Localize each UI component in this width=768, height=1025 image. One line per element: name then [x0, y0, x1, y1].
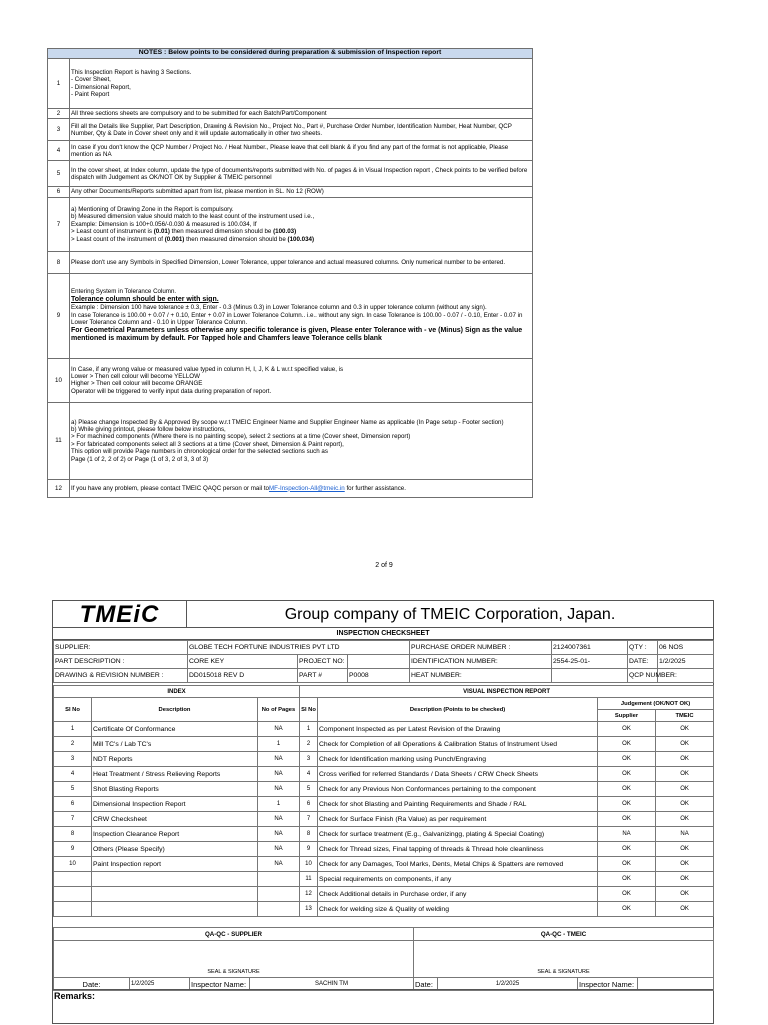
visual-description: Check for surface treatment (E.g., Galvanizingg, plating & Special Coating) [318, 827, 598, 842]
col-description: Description [92, 698, 258, 722]
visual-sl-no: 1 [300, 722, 318, 737]
index-description[interactable]: NDT Reports [92, 752, 258, 767]
notes-row-number: 6 [48, 187, 70, 197]
index-pages[interactable]: NA [258, 752, 300, 767]
index-sl-no: 1 [54, 722, 92, 737]
qty-value[interactable]: 06 NOS [658, 641, 714, 655]
index-description[interactable]: Others (Please Specify) [92, 842, 258, 857]
visual-description: Check for any Previous Non Conformances pertaining to the component [318, 782, 598, 797]
index-title: INDEX [54, 686, 300, 698]
notes-row-number: 8 [48, 251, 70, 273]
notes-row-text: a) Mentioning of Drawing Zone in the Report is compulsory. b) Measured dimension value should match to the least count of the instrument used i.e., Example: Dimension is 100+0.056/-0.030 & measured is 100.034, If > Least count of instrument is (0.01) then measured dimension should be (100.03) > Least count of the instrument of (0.001) then measured dimension should be (100.034) [70, 197, 533, 251]
inspection-row [54, 752, 714, 767]
index-description[interactable] [92, 887, 258, 902]
supplier-judgement[interactable]: OK [598, 767, 656, 782]
index-pages[interactable]: NA [258, 782, 300, 797]
date-label: DATE: [628, 655, 658, 669]
index-description[interactable]: Mill TC's / Lab TC's [92, 737, 258, 752]
qty-label: QTY : [628, 641, 658, 655]
part-number-value[interactable]: P0008 [348, 669, 410, 683]
identification-value[interactable]: 2554-25-01- [552, 655, 628, 669]
index-description[interactable] [92, 872, 258, 887]
notes-row-number: 1 [48, 59, 70, 109]
supplier-judgement[interactable]: NA [598, 827, 656, 842]
notes-row-text: a) Please change Inspected By & Approved By scope w.r.t TMEIC Engineer Name and Supplier Engineer Name as applicable (In Page setup - Footer section) b) While giving printout, please follow below instructions, > For machined components (Where there is no painting scope), select 2 sections at a time (Cover sheet, Dimension report) > For fabricated components select all 3 sections at a time (Cover sheet, Dimension & Paint report), This option will provide Page numbers in chronological order for the selected sections such as Page (1 of 2, 2 of 2) or Page (1 of 3, 2 of 3, 3 of 3) [70, 402, 533, 479]
heat-number-label: HEAT NUMBER: [410, 669, 552, 683]
qa-qc-tmeic-title: QA-QC - TMEIC [414, 928, 714, 941]
notes-row-text: If you have any problem, please contact TMEIC QAQC person or mail toMF-Inspection-All@tmeic.in for further assistance. [70, 479, 533, 497]
tmeic-signature-area[interactable] [414, 941, 714, 968]
notes-row-number: 4 [48, 141, 70, 161]
index-pages[interactable] [258, 887, 300, 902]
col-supplier: Supplier [598, 710, 656, 722]
supplier-seal-label: SEAL & SIGNATURE [54, 968, 414, 978]
inspection-row [54, 872, 714, 887]
notes-row-text: All three sections sheets are compulsory and to be submitted for each Batch/Part/Component [70, 109, 533, 119]
part-description-value[interactable]: CORE KEY [188, 655, 298, 669]
page-number: 2 of 9 [375, 562, 393, 569]
index-description[interactable]: Paint Inspection report [92, 857, 258, 872]
index-pages[interactable]: NA [258, 812, 300, 827]
remarks-area[interactable] [53, 989, 713, 1025]
tmeic-judgement[interactable]: OK [656, 812, 714, 827]
index-sl-no: 3 [54, 752, 92, 767]
index-pages[interactable]: 1 [258, 797, 300, 812]
supplier-inspector-label: Inspector Name: [190, 978, 250, 991]
col-pages: No of Pages [258, 698, 300, 722]
sheet-title: INSPECTION CHECKSHEET [53, 628, 713, 640]
notes-row-number: 5 [48, 161, 70, 187]
supplier-date-value[interactable]: 1/2/2025 [130, 978, 190, 991]
po-label: PURCHASE ORDER NUMBER : [410, 641, 552, 655]
notes-row-text: In case if you don't know the QCP Number / Project No. / Heat Number., Please leave that cell blank & if you find any part of the format is not applicable, Please mention as NA [70, 141, 533, 161]
inspection-row [54, 812, 714, 827]
index-pages[interactable] [258, 902, 300, 917]
index-sl-no [54, 887, 92, 902]
support-email-link[interactable]: MF-Inspection-All@tmeic.in [268, 484, 345, 492]
inspection-row [54, 782, 714, 797]
tmeic-judgement[interactable]: OK [656, 872, 714, 887]
notes-row-text: Please don't use any Symbols in Specified Dimension, Lower Tolerance, upper tolerance and actual measured columns. Only numerical number to be entered. [70, 251, 533, 273]
part-number-label: PART # [298, 669, 348, 683]
supplier-judgement[interactable]: OK [598, 872, 656, 887]
visual-sl-no: 8 [300, 827, 318, 842]
supplier-judgement[interactable]: OK [598, 737, 656, 752]
index-pages[interactable]: NA [258, 722, 300, 737]
index-sl-no: 8 [54, 827, 92, 842]
tmeic-judgement[interactable]: OK [656, 842, 714, 857]
visual-sl-no: 9 [300, 842, 318, 857]
index-description[interactable]: Inspection Clearance Report [92, 827, 258, 842]
tmeic-judgement[interactable]: OK [656, 782, 714, 797]
notes-row-number: 2 [48, 109, 70, 119]
supplier-judgement[interactable]: OK [598, 902, 656, 917]
supplier-value[interactable]: GLOBE TECH FORTUNE INDUSTRIES PVT LTD [188, 641, 410, 655]
inspection-checksheet [52, 600, 714, 1024]
supplier-judgement[interactable]: OK [598, 752, 656, 767]
supplier-judgement[interactable]: OK [598, 857, 656, 872]
tmeic-judgement[interactable]: OK [656, 767, 714, 782]
tmeic-inspector-label: Inspector Name: [578, 978, 638, 991]
col-sl-no-2: Sl No [300, 698, 318, 722]
tmeic-judgement[interactable]: OK [656, 737, 714, 752]
drawing-label: DRAWING & REVISION NUMBER : [54, 669, 188, 683]
index-pages[interactable] [258, 872, 300, 887]
visual-description: Check for welding size & Quality of welding [318, 902, 598, 917]
notes-row-number: 12 [48, 479, 70, 497]
index-sl-no: 7 [54, 812, 92, 827]
visual-sl-no: 12 [300, 887, 318, 902]
info-table [53, 640, 714, 683]
notes-row-number: 10 [48, 358, 70, 402]
project-label: PROJECT NO: [298, 655, 348, 669]
visual-sl-no: 6 [300, 797, 318, 812]
supplier-judgement[interactable]: OK [598, 782, 656, 797]
visual-sl-no: 3 [300, 752, 318, 767]
inspection-row [54, 842, 714, 857]
visual-description: Check for Completion of all Operations & Calibration Status of Instrument Used [318, 737, 598, 752]
col-points: Description (Points to be checked) [318, 698, 598, 722]
index-sl-no: 10 [54, 857, 92, 872]
notes-row-number: 7 [48, 197, 70, 251]
visual-description: Check for Identification marking using Punch/Engraving [318, 752, 598, 767]
inspection-row [54, 722, 714, 737]
supplier-judgement[interactable]: OK [598, 812, 656, 827]
supplier-judgement[interactable]: OK [598, 797, 656, 812]
visual-sl-no: 13 [300, 902, 318, 917]
index-pages[interactable]: NA [258, 767, 300, 782]
index-pages[interactable]: NA [258, 857, 300, 872]
visual-description: Check for Surface Finish (Ra Value) as per requirement [318, 812, 598, 827]
notes-row-number: 11 [48, 402, 70, 479]
date-value[interactable]: 1/2/2025 [658, 655, 714, 669]
judgement-title: Judgement (OK/NOT OK) [598, 698, 714, 710]
visual-description: Check for Thread sizes, Final tapping of threads & Thread hole cleanliness [318, 842, 598, 857]
col-sl-no: Sl No [54, 698, 92, 722]
visual-description: Check for shot Blasting and Painting Requirements and Shade / RAL [318, 797, 598, 812]
index-sl-no: 5 [54, 782, 92, 797]
logo-text: TMEiC [79, 600, 160, 628]
index-sl-no [54, 902, 92, 917]
index-sl-no: 4 [54, 767, 92, 782]
po-value[interactable]: 2124007361 [552, 641, 628, 655]
notes-row-number: 3 [48, 119, 70, 141]
supplier-date-label: Date: [54, 978, 130, 991]
qa-qc-supplier-title: QA-QC - SUPPLIER [54, 928, 414, 941]
inspection-row [54, 902, 714, 917]
supplier-judgement[interactable]: OK [598, 842, 656, 857]
notes-header: NOTES : Below points to be considered during preparation & submission of Inspection report [48, 49, 533, 59]
inspection-table [53, 685, 714, 917]
signature-table [53, 927, 714, 991]
tmeic-seal-label: SEAL & SIGNATURE [414, 968, 714, 978]
identification-label: IDENTIFICATION NUMBER: [410, 655, 552, 669]
index-pages[interactable]: NA [258, 827, 300, 842]
notes-row-text: Any other Documents/Reports submitted apart from list, please mention in SL. No 12 (ROW) [70, 187, 533, 197]
inspection-row [54, 767, 714, 782]
visual-sl-no: 10 [300, 857, 318, 872]
visual-sl-no: 11 [300, 872, 318, 887]
qcp-label: QCP NUMBER: [628, 669, 658, 683]
tmeic-judgement[interactable]: OK [656, 857, 714, 872]
supplier-signature-area[interactable] [54, 941, 414, 968]
index-description[interactable]: Shot Blasting Reports [92, 782, 258, 797]
index-description[interactable]: Heat Treatment / Stress Relieving Reports [92, 767, 258, 782]
index-sl-no: 6 [54, 797, 92, 812]
inspection-row [54, 737, 714, 752]
tmeic-judgement[interactable]: OK [656, 887, 714, 902]
inspection-row [54, 797, 714, 812]
index-pages[interactable]: NA [258, 842, 300, 857]
visual-description: Check for any Damages, Tool Marks, Dents, Metal Chips & Spatters are removed [318, 857, 598, 872]
company-name: Group company of TMEIC Corporation, Japan. [284, 605, 616, 623]
tmeic-judgement[interactable]: OK [656, 902, 714, 917]
part-description-label: PART DESCRIPTION : [54, 655, 188, 669]
notes-row-text: Fill all the Details like Supplier, Part Description, Drawing & Revision No., Project No., Part #, Purchase Order Number, Identification Number, Heat Number, QCP Number, Qty & Date in Cover sheet only and it will update automatically in other two sheets. [70, 119, 533, 141]
tmeic-date-label: Date: [414, 978, 438, 991]
supplier-judgement[interactable]: OK [598, 722, 656, 737]
index-description[interactable] [92, 902, 258, 917]
notes-row-number: 9 [48, 273, 70, 358]
visual-description: Component Inspected as per Latest Revision of the Drawing [318, 722, 598, 737]
visual-sl-no: 5 [300, 782, 318, 797]
supplier-label: SUPPLIER: [54, 641, 188, 655]
tmeic-judgement[interactable]: OK [656, 722, 714, 737]
supplier-inspector-value[interactable]: SACHIN TM [250, 978, 414, 991]
visual-report-title: VISUAL INSPECTION REPORT [300, 686, 714, 698]
index-sl-no: 9 [54, 842, 92, 857]
notes-row-text: In the cover sheet, at Index column, update the type of documents/reports submitted with No. of pages & in Visual Inspection report , Check points to be verified before dispatch with Judgement as OK/NOT OK by Supplier & TMEIC personnel [70, 161, 533, 187]
visual-description: Special requirements on components, if any [318, 872, 598, 887]
visual-sl-no: 4 [300, 767, 318, 782]
visual-description: Check Additional details in Purchase order, if any [318, 887, 598, 902]
inspection-row [54, 827, 714, 842]
tmeic-date-value[interactable]: 1/2/2025 [438, 978, 578, 991]
project-value[interactable] [348, 655, 410, 669]
visual-sl-no: 7 [300, 812, 318, 827]
tmeic-logo [53, 601, 187, 628]
remarks-label: Remarks: [54, 991, 96, 1001]
index-description[interactable]: CRW Checksheet [92, 812, 258, 827]
tmeic-judgement[interactable]: OK [656, 752, 714, 767]
notes-table [47, 48, 533, 498]
sheet-header [53, 601, 713, 628]
index-sl-no: 2 [54, 737, 92, 752]
heat-number-value[interactable] [552, 669, 628, 683]
index-description[interactable]: Dimensional Inspection Report [92, 797, 258, 812]
inspection-row [54, 887, 714, 902]
notes-row-text: This Inspection Report is having 3 Sections. - Cover Sheet, - Dimensional Report, - Paint Report [70, 59, 533, 109]
notes-row-text: Entering System in Tolerance Column. Tolerance column should be enter with sign. Example : Dimension 100 have tolerance ± 0.3, Enter - 0.3 (Minus 0.3) in Lower Tolerance column and 0.3 in upper tolerance column (without any sign). In case Tolerance is 100.00 + 0.07 / + 0.10, Enter + 0.07 in Lower Tolerance Column.. i.e.. without any sign. In case Tolerance is 100.00 - 0.07 / - 0.10, Enter - 0.07 in Lower Tolerance Column and - 0.10 in Upper Tolerance Column. For Geometrical Parameters unless otherwise any specific tolerance is given, Please enter Tolerance with - ve (Minus) Sign as the value mentioned is maximum by default. For Tapped hole and Chamfers leave Tolerance cells blank [70, 273, 533, 358]
supplier-judgement[interactable]: OK [598, 887, 656, 902]
index-sl-no [54, 872, 92, 887]
index-description[interactable]: Certificate Of Conformance [92, 722, 258, 737]
col-tmeic: TMEIC [656, 710, 714, 722]
index-pages[interactable]: 1 [258, 737, 300, 752]
tmeic-judgement[interactable]: NA [656, 827, 714, 842]
notes-row-text: In Case, if any wrong value or measured value typed in column H, I, J, K & L w.r.t specified value, is Lower > Then cell colour will become YELLOW Higher > Then cell colour will become ORANGE Operator will be triggered to verify input data during preparation of report. [70, 358, 533, 402]
drawing-value[interactable]: DD015018 REV D [188, 669, 298, 683]
visual-description: Cross verified for referred Standards / Data Sheets / CRW Check Sheets [318, 767, 598, 782]
inspection-row [54, 857, 714, 872]
visual-sl-no: 2 [300, 737, 318, 752]
tmeic-judgement[interactable]: OK [656, 797, 714, 812]
